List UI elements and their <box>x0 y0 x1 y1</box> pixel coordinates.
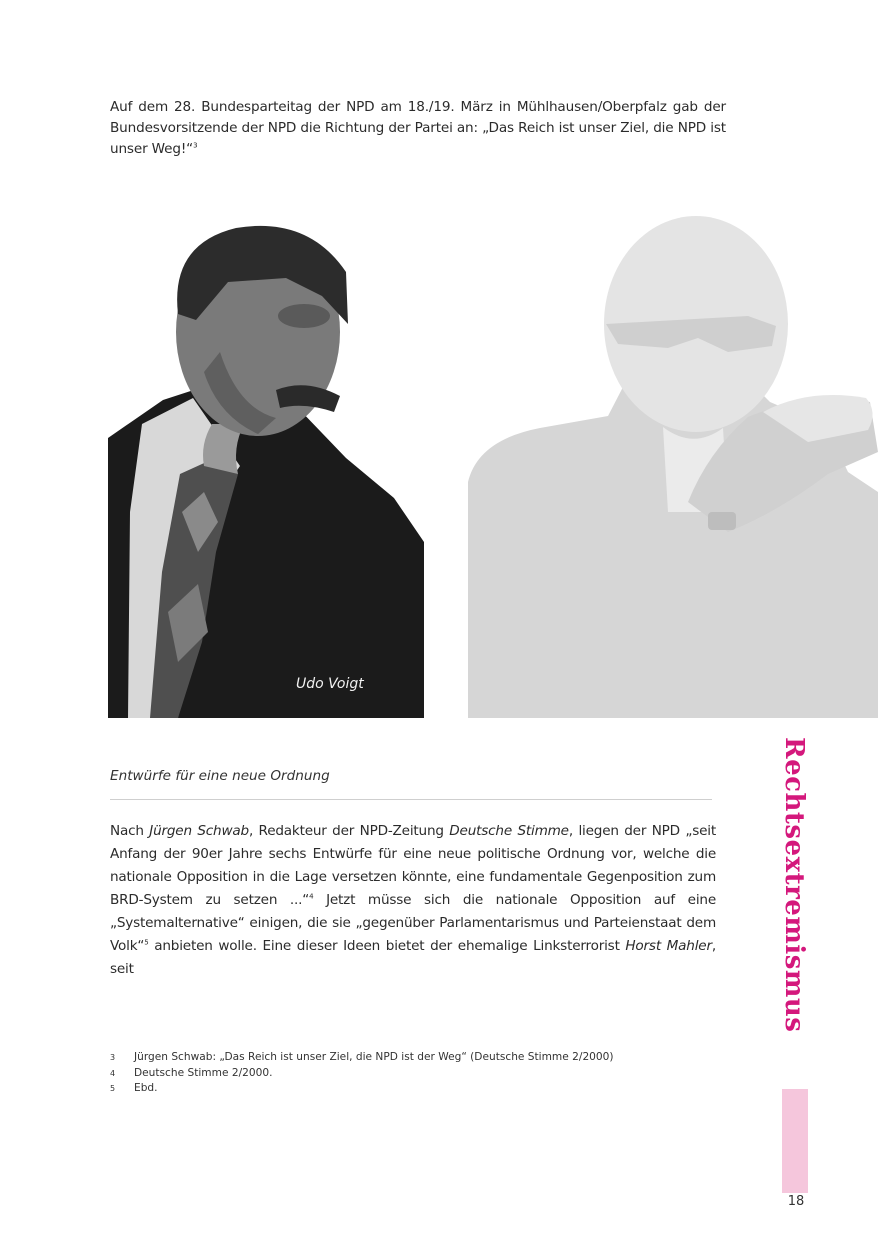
body-text-3: , liegen der NPD „seit Anfang der 90er Jahre sechs Entwürfe für eine neue politische Ordnung vor, welche die nationale Opposition in die Lage versetzen könnte, eine fundamentale Gegenposition zum BRD-System zu setzen ...“ <box>110 823 717 908</box>
person-name-juergen-schwab: Jürgen Schwab <box>149 823 249 839</box>
body-text-4: Jetzt müsse sich die nationale Opposition auf eine „Systemalternative“ einigen, die sie „gegenüber Parlamentarismus und Parteienstaat dem Volk“ <box>110 892 716 954</box>
body-text-2: , Redakteur der NPD-Zeitung <box>248 823 450 839</box>
section-heading: Entwürfe für eine neue Ordnung <box>110 768 330 784</box>
photo-caption: Udo Voigt <box>296 676 364 692</box>
photo-udo-voigt <box>108 212 878 718</box>
footnote-ref-5: 5 <box>144 938 149 947</box>
footnote-number: 3 <box>110 1053 116 1062</box>
chapter-side-title: Rechtsextremismus <box>779 737 809 1033</box>
intro-text: Auf dem 28. Bundesparteitag der NPD am 18./19. März in Mühlhausen/Oberpfalz gab der Bundesvorsitzende der NPD die Richtung der Partei an: „Das Reich ist unser Ziel, die NPD ist unser Weg!“ <box>110 99 726 157</box>
footnote-number: 4 <box>110 1068 116 1078</box>
newspaper-name: Deutsche Stimme <box>449 823 569 839</box>
footnote-text: Jürgen Schwab: „Das Reich ist unser Ziel, die NPD ist der Weg“ (Deutsche Stimme 2/2000) <box>134 1051 614 1063</box>
footnote-ref-3: 3 <box>193 141 198 150</box>
footnote-text: Ebd. <box>134 1082 158 1094</box>
footnote <box>110 1050 716 1066</box>
chapter-marker-bar <box>782 1089 808 1193</box>
footnote <box>110 1066 716 1082</box>
footnote-text: Deutsche Stimme 2/2000. <box>134 1066 273 1079</box>
body-text-6: , seit <box>110 938 716 977</box>
page-number: 18 <box>787 1194 805 1209</box>
footnote <box>110 1081 716 1097</box>
footnotes <box>110 1050 716 1097</box>
section-divider <box>110 799 712 800</box>
intro-paragraph <box>110 97 726 160</box>
person-name-horst-mahler: Horst Mahler <box>625 938 712 954</box>
footnote-number: 5 <box>110 1084 116 1093</box>
footnote-ref-4: 4 <box>309 892 314 901</box>
body-text-1: Nach <box>110 823 150 839</box>
body-text-5: anbieten wolle. Eine dieser Ideen bietet der ehemalige Linksterrorist <box>148 938 626 954</box>
body-paragraph <box>110 820 716 981</box>
